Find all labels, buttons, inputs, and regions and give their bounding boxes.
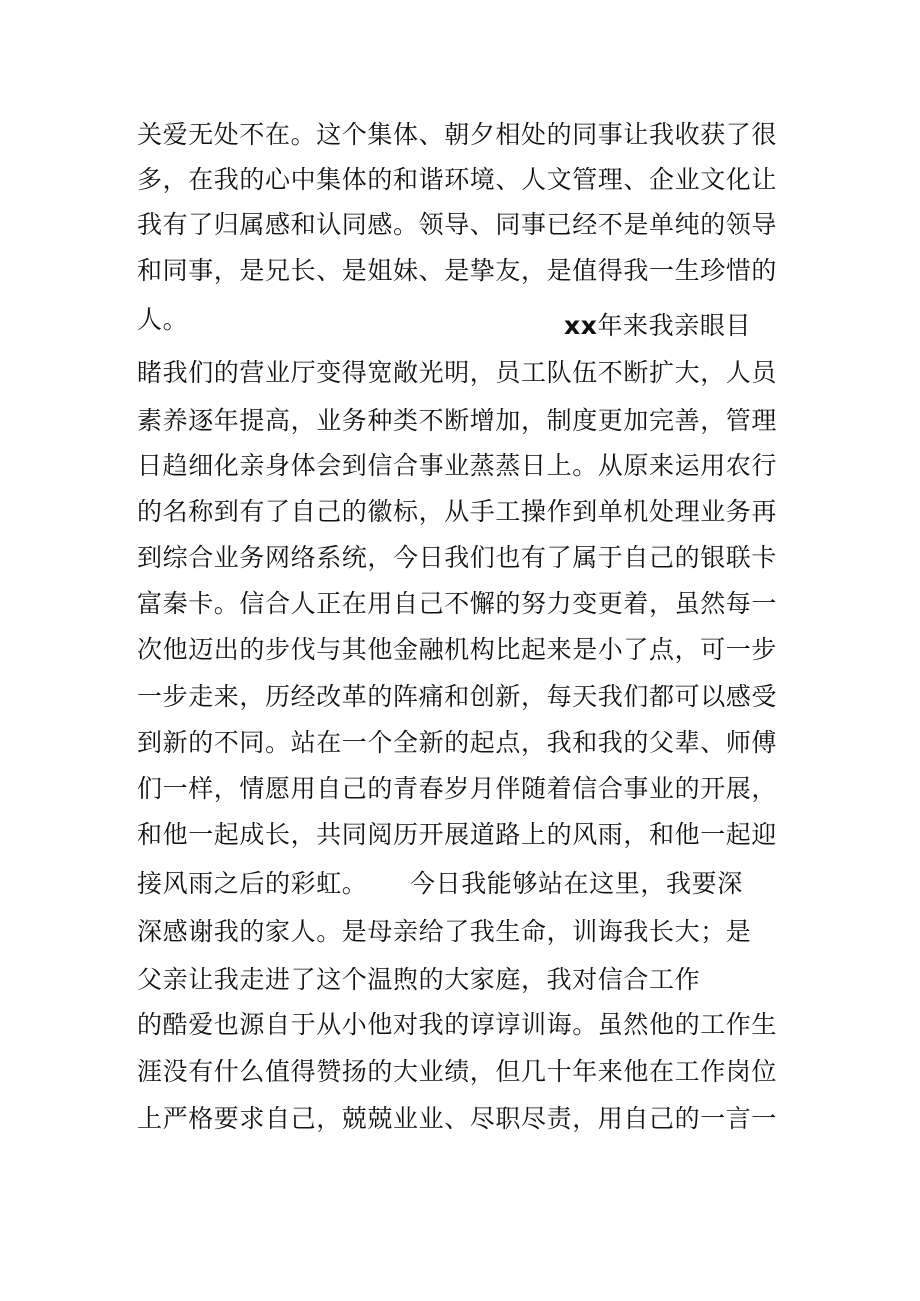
text-line: 们一样，情愿用自己的青春岁月伴随着信合事业的开展， — [137, 774, 778, 803]
text-line: 日趋细化亲身体会到信合事业蒸蒸日上。从原来运用农行 — [137, 451, 778, 480]
xx-token: xx — [564, 311, 598, 340]
text-line: 一步走来，历经改革的阵痛和创新，每天我们都可以感受 — [137, 682, 778, 711]
text-line: 父亲让我走进了这个温煦的大家庭，我对信合工作 — [137, 965, 701, 994]
text-line: 和他一起成长，共同阅历开展道路上的风雨，和他一起迎 — [137, 820, 778, 849]
text-line: 多，在我的心中集体的和谐环境、人文管理、企业文化让 — [137, 165, 778, 194]
text-line: 次他迈出的步伐与其他金融机构比起来是小了点，可一步 — [137, 635, 778, 664]
text-line: 涯没有什么值得赞扬的大业绩，但几十年来他在工作岗位 — [137, 1057, 778, 1086]
text-line: 上严格要求自己，兢兢业业、尽职尽责，用自己的一言一 — [137, 1104, 778, 1133]
text-line: 和同事，是兄长、是姐妹、是挚友，是值得我一生珍惜的 — [137, 256, 778, 285]
text-fragment: 年来我亲眼目 — [597, 311, 752, 340]
text-line: 到新的不同。站在一个全新的起点，我和我的父辈、师傅 — [137, 728, 778, 757]
text-line: 的名称到有了自己的徽标，从手工操作到单机处理业务再 — [137, 497, 778, 526]
text-line: 接风雨之后的彩虹。 — [137, 869, 368, 898]
text-line: 素养逐年提高，业务种类不断增加，制度更加完善，管理 — [137, 406, 778, 435]
text-line: 睹我们的营业厅变得宽敞光明，员工队伍不断扩大，人员 — [137, 358, 778, 387]
text-line: 人。 — [137, 305, 189, 334]
text-line: 今日我能够站在这里，我要深 — [410, 869, 743, 898]
text-line: 深感谢我的家人。是母亲给了我生命，训诲我长大；是 — [137, 917, 752, 946]
text-line: 关爱无处不在。这个集体、朝夕相处的同事让我收获了很 — [137, 120, 778, 149]
text-line: 我有了归属感和认同感。领导、同事已经不是单纯的领导 — [137, 210, 778, 239]
text-line — [564, 308, 751, 344]
text-line: 的酷爱也源自于从小他对我的谆谆训诲。虽然他的工作生 — [137, 1010, 778, 1039]
text-line: 到综合业务网络系统，今日我们也有了属于自己的银联卡 — [137, 543, 778, 572]
text-line: 富秦卡。信合人正在用自己不懈的努力变更着，虽然每一 — [137, 589, 778, 618]
